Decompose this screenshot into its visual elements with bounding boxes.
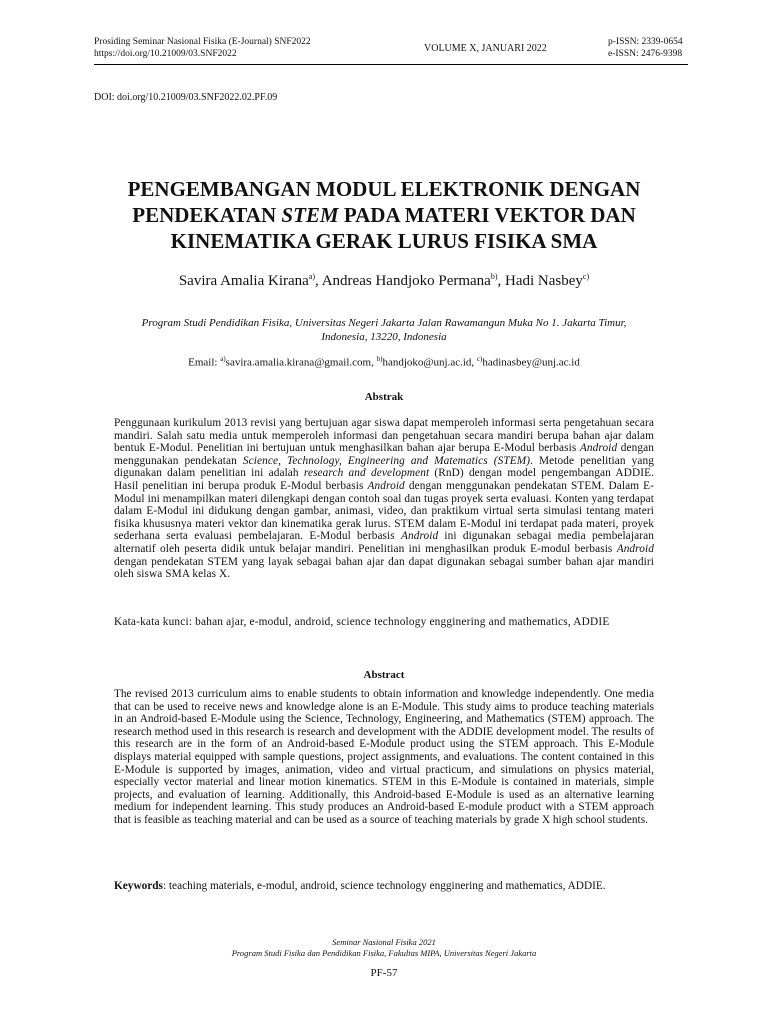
author-name: Savira Amalia Kirana bbox=[178, 273, 309, 289]
abstract-body: The revised 2013 curriculum aims to enable students to obtain information and knowledge independently. One media that can be used to receive news and knowledge alone is an E-Module. This study aims to produce teaching materials in an Android-based E-Module using the Science, Technology, Engineering, and Mathematics (STEM) approach. The research method used in this research is research and development with the ADDIE development model. The results of this research are in the form of an Android-based E-Module product using the STEM approach. This E-Module displays material equipped with sample questions, project assignments, and evaluations. The content contained in this E-Module is supported by images, animation, video and virtual practicum, and simulations on physics material, especially vector material and linear motion kinematics. STEM in this E-Module is contained in materials, simple projects, and evaluation of learning. Additionally, this Android-based E-Module is used as an alternative learning medium for independent learning. This study produces an Android-based E-module product with a STEM approach that is feasible as teaching material and can be used as a source of teaching materials by grade X high school students. bbox=[114, 688, 654, 826]
affiliation bbox=[90, 316, 678, 344]
abstrak-text: dengan menggunakan pendekatan bbox=[114, 442, 654, 467]
author-marker: b) bbox=[490, 272, 498, 281]
running-header bbox=[94, 36, 688, 65]
abstrak-italic: Android bbox=[367, 479, 405, 492]
abstrak-text: . Metode penelitian yang digunakan dalam penelitian ini adalah bbox=[114, 454, 654, 480]
footer-line: Program Studi Fisika dan Pendidikan Fisika, Fakultas MIPA, Universitas Negeri Jakarta bbox=[231, 948, 537, 958]
paper-title bbox=[70, 176, 698, 254]
abstrak-keywords: Kata-kata kunci: bahan ajar, e-modul, android, science technology engginering and mathematics, ADDIE bbox=[114, 616, 610, 628]
affiliation-line: Program Studi Pendidikan Fisika, Universitas Negeri Jakarta Jalan Rawamangun Muka No 1. Jakarta Timur, bbox=[141, 317, 627, 329]
author-name: Hadi Nasbey bbox=[505, 273, 583, 289]
email-address[interactable]: handjoko@unj.ac.id, bbox=[382, 356, 477, 369]
author-marker: c) bbox=[582, 272, 590, 281]
abstrak-text: Penggunaan kurikulum 2013 revisi yang bertujuan agar siswa dapat memperoleh informasi serta pengetahuan secara mandiri. Salah satu media untuk memperoleh informasi dan pengetahuan secara mandiri berupa bahan ajar dalam bentuk E-Modul. Penelitian ini bertujuan untuk menghasilkan bahan ajar berupa E-Modul berbasis bbox=[114, 417, 654, 455]
author-list bbox=[60, 272, 708, 290]
abstrak-body bbox=[114, 417, 654, 581]
abstrak-italic: Android bbox=[616, 542, 654, 555]
title-line-3: KINEMATIKA GERAK LURUS FISIKA SMA bbox=[170, 229, 598, 253]
volume-label: VOLUME X, JANUARI 2022 bbox=[424, 43, 547, 54]
e-issn: e-ISSN: 2476-9398 bbox=[608, 49, 683, 59]
page-number: PF-57 bbox=[370, 967, 398, 979]
email-address[interactable]: savira.amalia.kirana@gmail.com, bbox=[225, 356, 377, 369]
email-marker: a) bbox=[220, 355, 226, 363]
abstrak-italic: Science, Technology, Engineering and Matematics (STEM) bbox=[242, 454, 531, 467]
title-text: PENDEKATAN bbox=[132, 203, 282, 227]
author-marker: a) bbox=[308, 272, 316, 281]
abstrak-text: ini digunakan sebagai media pembelajaran alternatif oleh peserta didik untuk belajar mandiri. Penelitian ini menghasilkan produk E-modul berbasis bbox=[114, 530, 654, 555]
title-text: PADA MATERI VEKTOR DAN bbox=[338, 203, 636, 227]
keywords-label: Keywords bbox=[114, 880, 163, 892]
footer-line: Seminar Nasional Fisika 2021 bbox=[332, 937, 436, 947]
abstrak-text: (RnD) dengan model pengembangan ADDIE. Hasil penelitian ini berupa produk E-Modul berbasis bbox=[114, 467, 654, 492]
email-marker: b) bbox=[376, 355, 383, 363]
article-doi[interactable]: DOI: doi.org/10.21009/03.SNF2022.02.PF.09 bbox=[94, 92, 278, 103]
title-italic: STEM bbox=[281, 203, 339, 227]
author-separator: , bbox=[315, 273, 322, 289]
author-separator: , bbox=[497, 273, 506, 289]
author-name: Andreas Handjoko Permana bbox=[321, 273, 491, 289]
title-line-1: PENGEMBANGAN MODUL ELEKTRONIK DENGAN bbox=[127, 177, 641, 201]
keywords-text: : teaching materials, e-modul, android, science technology engginering and mathematics, ADDIE. bbox=[162, 880, 606, 892]
journal-doi-link[interactable]: https://doi.org/10.21009/03.SNF2022 bbox=[94, 49, 237, 59]
abstrak-heading: Abstrak bbox=[364, 391, 404, 403]
abstrak-text: dengan menggunakan pendekatan STEM. Dalam E-Modul ini menampilkan materi dilengkapi dengan contoh soal dan tugas proyek serta evaluasi. Konten yang terdapat dalam E-Modul ini didukung dengan gambar, animasi, video, dan praktikum virtual serta simulasi tentang materi fisika khususnya materi vektor dan kinematika gerak lurus. STEM dalam E-Modul ini terdapat pada materi, proyek sederhana serta evaluasi pembelajaran. E-Modul berbasis bbox=[114, 479, 654, 543]
abstrak-italic: research and development bbox=[303, 467, 430, 480]
title-line-2 bbox=[70, 202, 698, 228]
journal-name: Prosiding Seminar Nasional Fisika (E-Journal) SNF2022 bbox=[94, 37, 311, 47]
abstract-keywords bbox=[114, 880, 654, 893]
abstrak-text: dengan pendekatan STEM yang layak sebagai bahan ajar dan dapat digunakan sebagai sumber bahan ajar mandiri oleh siswa SMA kelas X. bbox=[114, 555, 654, 581]
abstrak-italic: Android bbox=[400, 530, 439, 543]
page-footer bbox=[94, 937, 674, 959]
email-label: Email: bbox=[188, 356, 221, 369]
affiliation-line: Indonesia, 13220, Indonesia bbox=[321, 331, 447, 343]
email-marker: c) bbox=[476, 355, 483, 363]
header-left bbox=[94, 36, 311, 60]
email-line bbox=[90, 355, 678, 369]
abstract-heading: Abstract bbox=[363, 669, 405, 681]
p-issn: p-ISSN: 2339-0654 bbox=[608, 37, 683, 47]
email-address[interactable]: hadinasbey@unj.ac.id bbox=[482, 356, 580, 369]
issn-block bbox=[608, 36, 683, 60]
abstrak-italic: Android bbox=[579, 442, 618, 455]
